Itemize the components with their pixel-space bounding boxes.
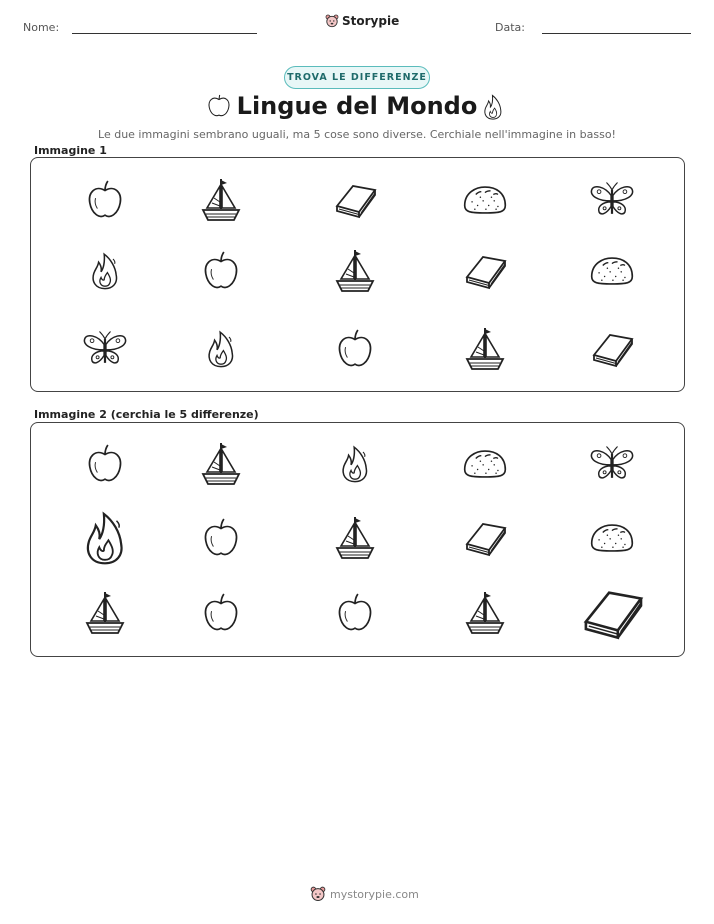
fire-icon bbox=[482, 93, 504, 121]
boat-icon[interactable] bbox=[462, 325, 508, 373]
boat-icon[interactable] bbox=[198, 440, 244, 488]
bread-icon[interactable] bbox=[461, 183, 509, 217]
book-icon[interactable] bbox=[461, 518, 509, 558]
bear-logo-icon bbox=[310, 886, 326, 902]
book-icon[interactable] bbox=[331, 180, 379, 220]
image2-label: Immagine 2 (cerchia le 5 differenze) bbox=[34, 408, 259, 421]
name-line[interactable] bbox=[72, 33, 257, 34]
butterfly-icon[interactable] bbox=[588, 444, 636, 484]
boat-icon[interactable] bbox=[332, 514, 378, 562]
apple-icon[interactable] bbox=[202, 517, 240, 559]
page-title: Lingue del Mondo bbox=[236, 92, 478, 120]
date-line[interactable] bbox=[542, 33, 691, 34]
brand-name: Storypie bbox=[342, 14, 400, 28]
boat-icon[interactable] bbox=[462, 589, 508, 637]
apple-icon[interactable] bbox=[202, 592, 240, 634]
butterfly-icon[interactable] bbox=[81, 329, 129, 369]
apple-icon[interactable] bbox=[86, 443, 124, 485]
date-label: Data: bbox=[495, 21, 525, 34]
footer-url: mystorypie.com bbox=[330, 887, 419, 901]
fire-icon[interactable] bbox=[205, 329, 237, 369]
footer bbox=[310, 886, 419, 902]
apple-icon[interactable] bbox=[336, 592, 374, 634]
fire-icon[interactable] bbox=[89, 251, 121, 291]
bread-icon[interactable] bbox=[588, 254, 636, 288]
boat-icon[interactable] bbox=[332, 247, 378, 295]
bear-logo-icon bbox=[325, 14, 339, 28]
image1-label: Immagine 1 bbox=[34, 144, 107, 157]
apple-icon[interactable] bbox=[336, 328, 374, 370]
fire-icon[interactable] bbox=[82, 509, 128, 567]
boat-icon[interactable] bbox=[198, 176, 244, 224]
name-label: Nome: bbox=[23, 21, 60, 34]
book-icon[interactable] bbox=[588, 329, 636, 369]
book-icon[interactable] bbox=[577, 584, 647, 642]
instructions: Le due immagini sembrano uguali, ma 5 cose sono diverse. Cerchiale nell'immagine in basso! bbox=[98, 128, 616, 141]
apple-icon[interactable] bbox=[86, 179, 124, 221]
butterfly-icon[interactable] bbox=[588, 180, 636, 220]
fire-icon[interactable] bbox=[339, 444, 371, 484]
apple-icon[interactable] bbox=[202, 250, 240, 292]
bread-icon[interactable] bbox=[588, 521, 636, 555]
brand-logo bbox=[325, 14, 399, 28]
badge-find-differences: TROVA LE DIFFERENZE bbox=[284, 66, 430, 89]
boat-icon[interactable] bbox=[82, 589, 128, 637]
book-icon[interactable] bbox=[461, 251, 509, 291]
bread-icon[interactable] bbox=[461, 447, 509, 481]
